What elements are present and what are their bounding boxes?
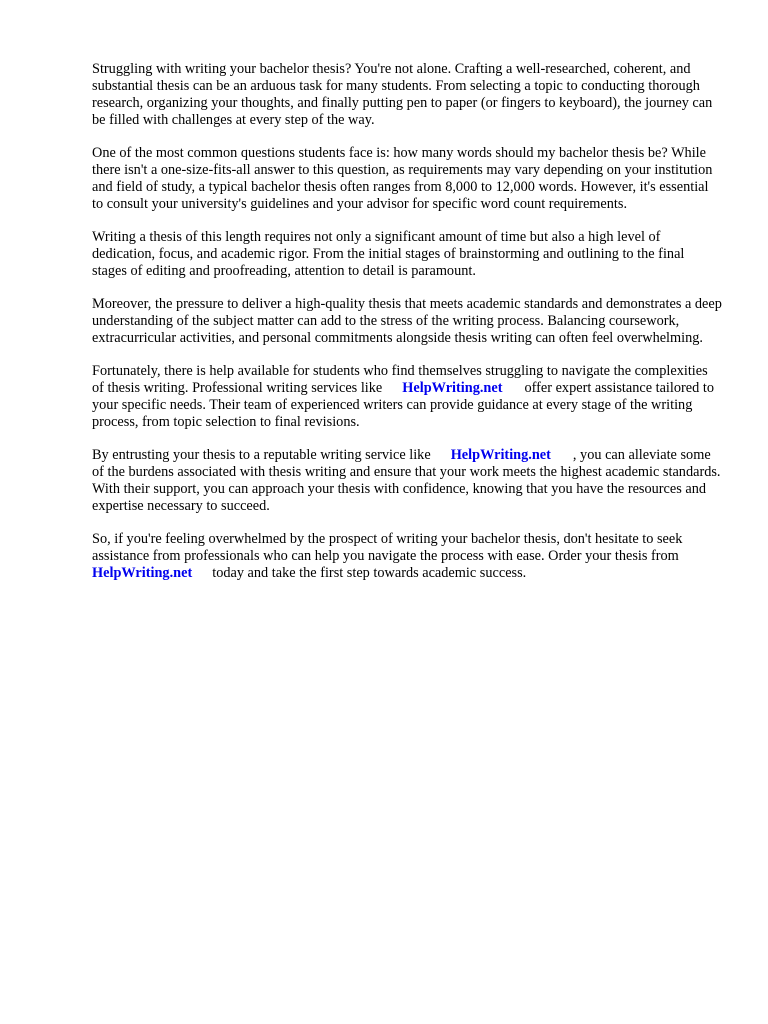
paragraph-entrusting-text-before: By entrusting your thesis to a reputable writing service like (92, 447, 431, 463)
paragraph-call-to-action (92, 531, 722, 582)
helpwriting-link-1[interactable]: HelpWriting.net (402, 380, 503, 396)
paragraph-entrusting (92, 447, 722, 515)
paragraph-intro: Struggling with writing your bachelor thesis? You're not alone. Crafting a well-researched, coherent, and substantial thesis can be an arduous task for many students. From selecting a topic to conducting thorough research, organizing your thoughts, and finally putting pen to paper (or fingers to keyboard), the journey can be filled with challenges at every step of the way. (92, 61, 713, 128)
paragraph-entrusting-text-after: , you can alleviate some of the burdens associated with thesis writing and ensure that your work meets the highest academic standards. With their support, you can approach your thesis with confidence, knowing that you have the resources and expertise necessary to succeed. (92, 447, 721, 514)
helpwriting-link-3[interactable]: HelpWriting.net (92, 565, 193, 581)
paragraph-help-available (92, 363, 722, 431)
paragraph-word-count: One of the most common questions students face is: how many words should my bachelor thesis be? While there isn't a one-size-fits-all answer to this question, as requirements may vary depending on your institution and field of study, a typical bachelor thesis often ranges from 8,000 to 12,000 words. However, it's essential to consult your university's guidelines and your advisor for specific word count requirements. (92, 145, 713, 212)
document-page (92, 61, 722, 598)
paragraph-call-to-action-text-before: So, if you're feeling overwhelmed by the prospect of writing your bachelor thesis, don't hesitate to seek assistance from professionals who can help you navigate the process with ease. Order your thesis from (92, 531, 683, 564)
paragraph-help-available-text-before: Fortunately, there is help available for students who find themselves struggling to navigate the complexities of thesis writing. Professional writing services like (92, 363, 708, 396)
helpwriting-link-2[interactable]: HelpWriting.net (450, 447, 551, 463)
paragraph-call-to-action-text-after: today and take the first step towards academic success. (212, 565, 527, 581)
paragraph-length-requirements: Writing a thesis of this length requires not only a significant amount of time but also a high level of dedication, focus, and academic rigor. From the initial stages of brainstorming and outlining to the final stages of editing and proofreading, attention to detail is paramount. (92, 229, 685, 279)
paragraph-help-available-text-after: offer expert assistance tailored to your specific needs. Their team of experienced writers can provide guidance at every stage of the writing process, from topic selection to final revisions. (92, 380, 714, 430)
paragraph-pressure: Moreover, the pressure to deliver a high-quality thesis that meets academic standards and demonstrates a deep understanding of the subject matter can add to the stress of the writing process. Balancing coursework, extracurricular activities, and personal commitments alongside thesis writing can often feel overwhelming. (92, 296, 722, 346)
